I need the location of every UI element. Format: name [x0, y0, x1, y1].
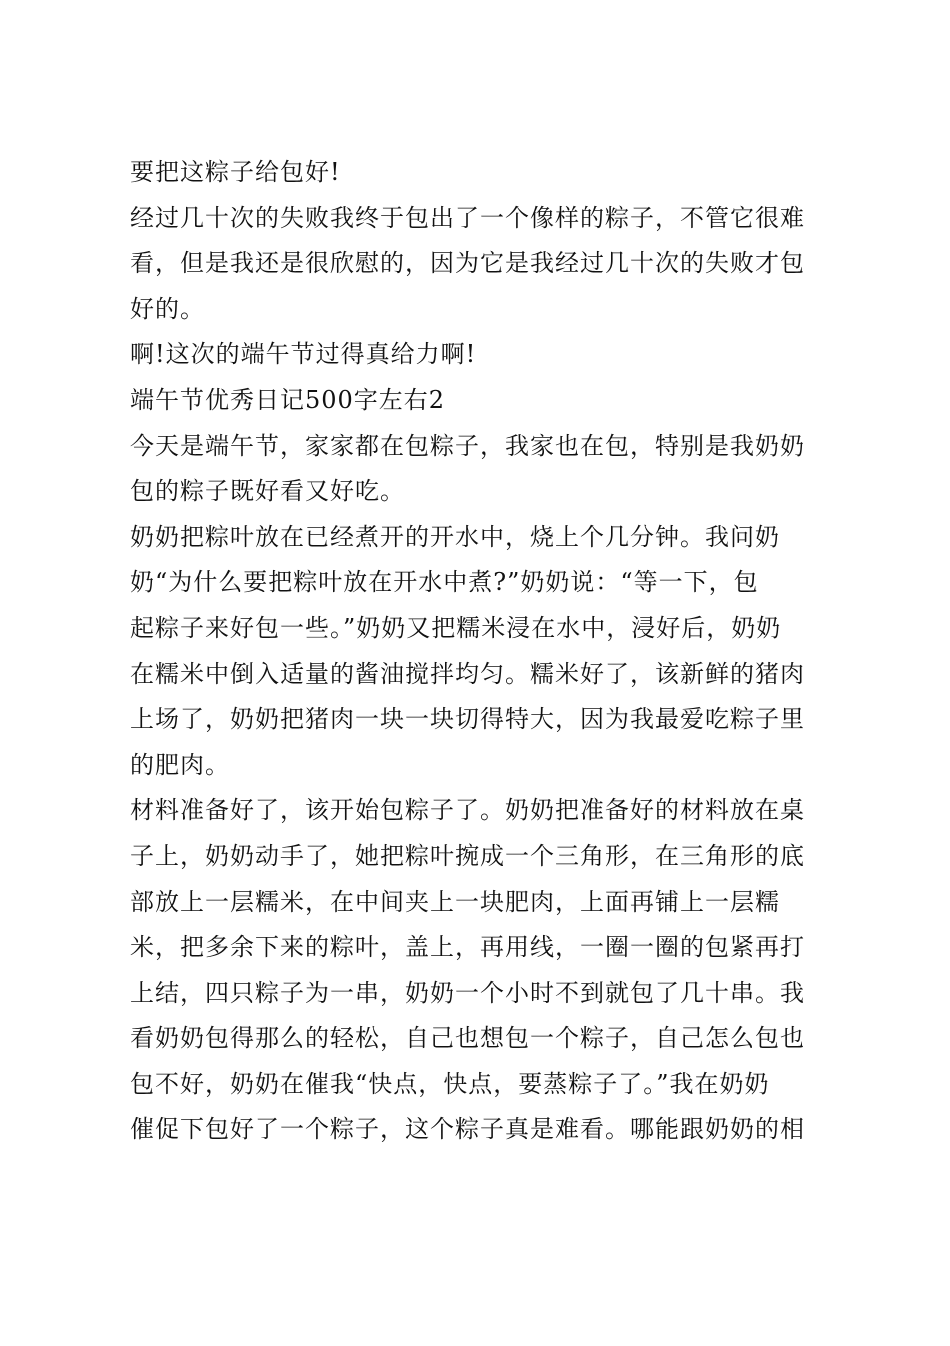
text-line: 经过几十次的失败我终于包出了一个像样的粽子，不管它很难: [130, 203, 805, 232]
text-line: 米，把多余下来的粽叶，盖上，再用线，一圈一圈的包紧再打: [130, 933, 805, 962]
text-line: 上结，四只粽子为一串，奶奶一个小时不到就包了几十串。我: [130, 978, 805, 1007]
text-line: 起粽子来好包一些。”奶奶又把糯米浸在水中，浸好后，奶奶: [130, 613, 782, 642]
text-line: 的肥肉。: [130, 750, 230, 779]
text-line: 啊!这次的端午节过得真给力啊!: [130, 340, 477, 369]
text-line: 包的粽子既好看又好吃。: [130, 477, 405, 506]
text-line: 奶奶把粽叶放在已经煮开的开水中，烧上个几分钟。我问奶: [130, 522, 780, 551]
text-line: 在糯米中倒入适量的酱油搅拌均匀。糯米好了，该新鲜的猪肉: [130, 659, 805, 688]
document-body: [130, 150, 830, 1153]
text-line: 看，但是我还是很欣慰的，因为它是我经过几十次的失败才包: [130, 249, 805, 278]
text-line: 今天是端午节，家家都在包粽子，我家也在包，特别是我奶奶: [130, 431, 805, 460]
text-line: 看奶奶包得那么的轻松，自己也想包一个粽子，自己怎么包也: [130, 1024, 805, 1053]
text-line: 好的。: [130, 294, 205, 323]
text-line: 奶“为什么要把粽叶放在开水中煮?”奶奶说：“等一下，包: [130, 568, 759, 597]
text-line: 包不好，奶奶在催我“快点，快点，要蒸粽子了。”我在奶奶: [130, 1069, 770, 1098]
text-line: 部放上一层糯米，在中间夹上一块肥肉，上面再铺上一层糯: [130, 887, 780, 916]
text-line: 上场了，奶奶把猪肉一块一块切得特大，因为我最爱吃粽子里: [130, 705, 805, 734]
section-title: 端午节优秀日记500字左右2: [130, 385, 446, 414]
text-line: 要把这粽子给包好!: [130, 158, 341, 186]
text-line: 子上，奶奶动手了，她把粽叶捥成一个三角形，在三角形的底: [130, 841, 805, 870]
text-line: 材料准备好了，该开始包粽子了。奶奶把准备好的材料放在桌: [130, 796, 805, 825]
text-line: 催促下包好了一个粽子，这个粽子真是难看。哪能跟奶奶的相: [130, 1115, 805, 1144]
